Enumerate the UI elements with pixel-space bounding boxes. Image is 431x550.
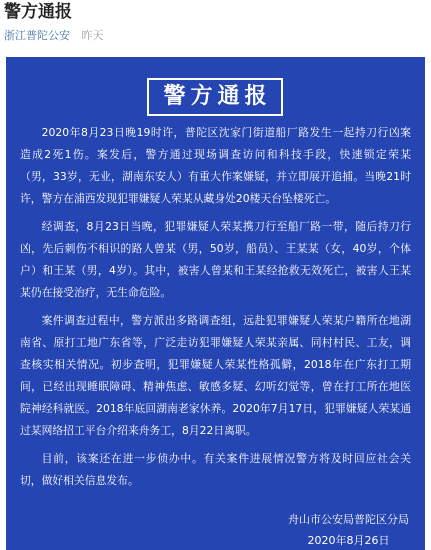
signature-org: 舟山市公安局普陀区分局 — [288, 513, 409, 526]
author-name-link[interactable]: 浙江普陀公安 — [4, 29, 70, 42]
notice-line: （男，33岁，无业，湖南东安人）有重大作案嫌疑，并立即展开追捕。当晚21时 — [20, 170, 411, 183]
notice-line: 案件调查过程中，警方派出多路调查组，远赴犯罪嫌疑人荣某户籍所在地湖 — [41, 314, 411, 327]
notice-line: 户）和王某（男，4岁）。其中，被害人曾某和王某经抢救无效死亡，被害人王某 — [20, 264, 411, 277]
notice-paragraph-2 — [20, 216, 411, 304]
notice-line: 过某网络招工平台介绍来舟务工，8月22日离职。 — [20, 424, 257, 437]
notice-line: 某仍在接受治疗，无生命危险。 — [20, 286, 172, 299]
notice-line: 院神经科就医。2018年底回湖南老家休养。2020年7月17日，犯罪嫌疑人荣某通 — [20, 402, 411, 415]
notice-heading: 警方通报 — [147, 78, 283, 116]
notice-line: 2020年8月23日晚19时许，普陀区沈家门街道船厂路发生一起持刀行凶案 — [41, 126, 411, 139]
notice-line: 目前，该案还在进一步侦办中。有关案件进展情况警方将及时回应社会关 — [41, 452, 411, 465]
notice-line: 造成2死1伤。案发后，警方通过现场调查访问和科技手段，快速锁定荣某 — [20, 148, 411, 161]
notice-line: 南省、原打工地广东省等，广泛走访犯罪嫌疑人荣某亲属、同村村民、工友，调 — [20, 336, 411, 349]
notice-paragraph-1 — [20, 122, 411, 210]
notice-line: 凶，先后刺伤不相识的路人曾某（男，50岁，船员）、王某某（女，40岁，个体 — [20, 242, 411, 255]
post-time: 昨天 — [81, 29, 104, 42]
notice-line: 间，已经出现睡眠障碍、精神焦虑、敏感多疑、幻听幻觉等，曾在打工所在地医 — [20, 380, 411, 393]
post-meta — [4, 29, 104, 43]
notice-image[interactable] — [6, 57, 425, 550]
post-title: 警方通报 — [4, 2, 72, 22]
notice-paragraph-3 — [20, 310, 411, 442]
notice-line: 切，做好相关信息发布。 — [20, 474, 139, 487]
notice-paragraph-4 — [20, 448, 411, 492]
notice-line: 查核实相关情况。初步查明，犯罪嫌疑人荣某性格孤僻，2018年在广东打工期 — [20, 358, 411, 371]
notice-signature — [288, 509, 409, 550]
notice-line: 经调查，8月23日当晚，犯罪嫌疑人荣某携刀行至船厂路一带，随后持刀行 — [41, 220, 411, 233]
notice-line: 许，警方在浦西发现犯罪嫌疑人荣某从藏身处20楼天台坠楼死亡。 — [20, 192, 337, 205]
notice-body — [20, 122, 411, 498]
signature-date: 2020年8月26日 — [307, 534, 390, 547]
